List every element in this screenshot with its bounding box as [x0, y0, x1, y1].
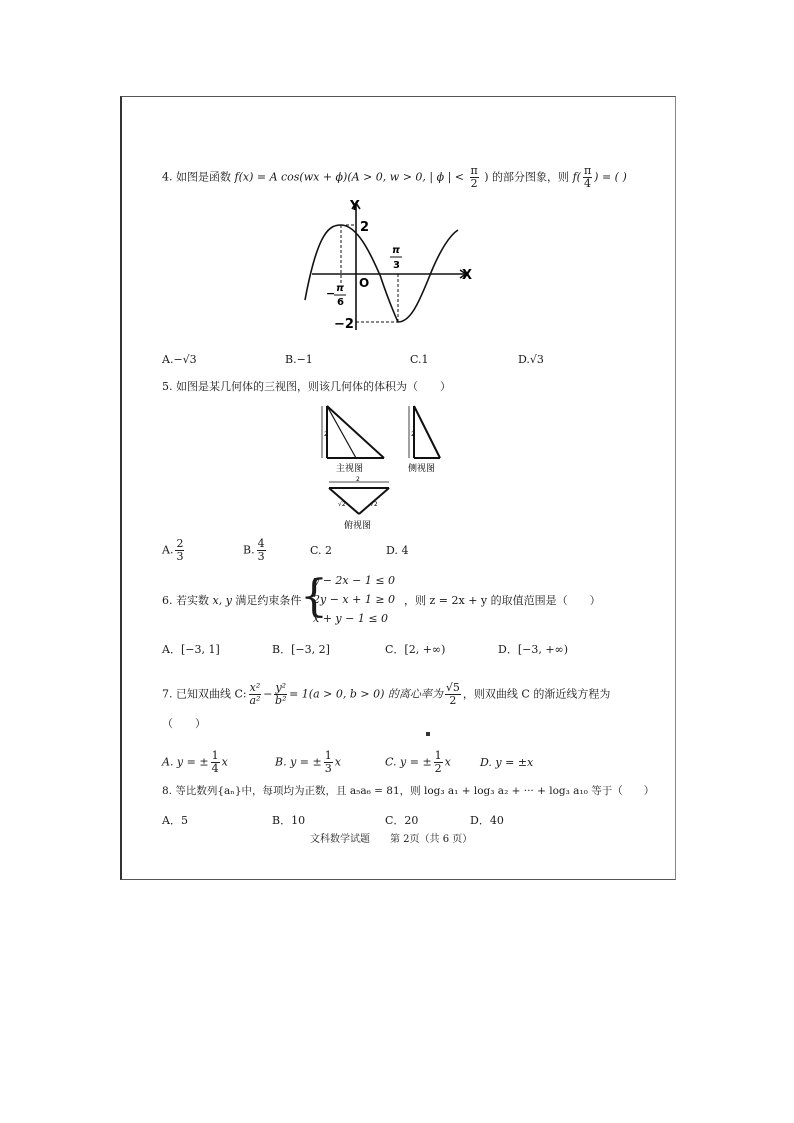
- q5-option-a-fraction: [175, 538, 184, 563]
- q7-c-x: x: [444, 755, 451, 769]
- tick-pi3-num: π: [392, 245, 400, 256]
- q5-option-d-value: 4: [401, 544, 409, 557]
- q8-stem: 8. 等比数列{aₙ}中，每项均为正数，且 a₅a₆ = 81，则 log₃ a₁ + log₃ a₂ + ··· + log₃ a₁₀ 等于（ ）: [162, 785, 655, 797]
- q7-c-num: 1: [434, 749, 442, 762]
- q6-stem-prefix: [162, 594, 301, 608]
- q7-y2: y²: [275, 681, 287, 694]
- q8-option-d: D．40: [470, 814, 504, 827]
- q4-f-open: f(: [572, 170, 581, 184]
- q7-condition: = 1(a > 0, b > 0) 的离心率为: [289, 687, 443, 701]
- q5-option-c: [310, 544, 332, 558]
- q5-option-b: [243, 538, 268, 563]
- front-hypotenuse: [327, 406, 384, 458]
- q7-b-frac: [324, 750, 333, 775]
- q7-a-frac: [211, 750, 220, 775]
- q4-bound-den: 2: [470, 177, 478, 190]
- ymax-label: 2: [360, 220, 370, 235]
- scan-speck: [426, 732, 430, 736]
- q7-a-den: 4: [211, 762, 219, 775]
- q7-a-x: x: [221, 755, 228, 769]
- tick-neg-sign: −: [326, 287, 336, 300]
- top-dim-sqrt2-left: √2: [338, 501, 346, 508]
- front-inner-line: [327, 406, 356, 458]
- q6-constraint-3: x + y − 1 ≤ 0: [313, 612, 389, 625]
- q5-stem: 5. 如图是某几何体的三视图，则该几何体的体积为（ ）: [162, 380, 451, 393]
- q7-suffix: ，则双曲线 C 的渐近线方程为: [462, 687, 611, 701]
- q6-option-d: D．[−3, +∞): [498, 643, 568, 656]
- q5-option-a: [162, 538, 186, 563]
- q6-prefix: 6. 若实数: [162, 594, 209, 607]
- q7-e-num: √5: [445, 681, 460, 694]
- q6-brace: {: [300, 571, 328, 622]
- q7-c-den: 2: [434, 762, 442, 775]
- front-view-label: 主视图: [336, 464, 364, 474]
- ymin-label: −2: [334, 317, 354, 332]
- front-dim-label: 2: [324, 431, 328, 438]
- q7-b-num: 1: [324, 749, 332, 762]
- q4-bound-num: π: [470, 164, 478, 177]
- q5-option-c-letter: C.: [310, 544, 322, 557]
- tick-pi3-den: 3: [393, 260, 400, 271]
- q6-mid: 满足约束条件: [235, 594, 302, 607]
- q7-b-pre: B. y = ±: [275, 755, 322, 769]
- q7-e-den: 2: [449, 694, 457, 707]
- q7-option-b: [275, 750, 341, 775]
- q7-a-pre: A. y = ±: [162, 755, 209, 769]
- q7-c-pre: C. y = ±: [385, 755, 432, 769]
- q7-prefix: 7. 已知双曲线 C:: [162, 687, 247, 701]
- q7-option-d: D. y = ±x: [480, 756, 534, 769]
- q7-option-a: [162, 750, 228, 775]
- q5-option-d: [386, 544, 408, 558]
- q8-option-b: B．10: [272, 814, 306, 827]
- q5-option-a-den: 3: [176, 550, 184, 563]
- q7-paren: （ ）: [162, 717, 206, 730]
- q4-pi4-num: π: [583, 164, 592, 177]
- q4-cosine-graph: [300, 195, 475, 335]
- q8-option-a: A．5: [162, 814, 188, 827]
- q6-constraint-2: 2y − x + 1 ≥ 0: [313, 593, 396, 606]
- q4-stem-prefix: 4. 如图是函数: [162, 170, 231, 184]
- q7-a-num: 1: [211, 749, 219, 762]
- page-footer: 文科数学试题 第 2页（共 6 页）: [310, 834, 473, 845]
- q4-function: f(x) = A cos(wx + ϕ)(A > 0, w > 0, | ϕ | <: [234, 170, 465, 184]
- q5-option-a-num: 2: [176, 537, 184, 550]
- q6-stem-suffix: ，则 z = 2x + y 的取值范围是（ ）: [404, 594, 601, 607]
- q4-option-a: A.−√3: [162, 353, 197, 366]
- q7-a2: a²: [249, 694, 261, 707]
- q5-option-b-den: 3: [257, 550, 265, 563]
- side-dim-label: 2: [411, 431, 415, 438]
- q5-three-views: [318, 400, 458, 535]
- q7-b-den: 3: [324, 762, 332, 775]
- q6-vars: x, y: [212, 594, 232, 607]
- q7-option-c: [385, 750, 451, 775]
- q4-option-b: B.−1: [285, 353, 313, 366]
- side-hypotenuse: [414, 406, 440, 458]
- q7-x-fraction: [249, 682, 262, 707]
- q5-option-a-letter: A.: [162, 543, 174, 557]
- q4-f-close: ) = ( ): [594, 170, 627, 184]
- q7-c-frac: [434, 750, 443, 775]
- q5-option-b-num: 4: [257, 537, 265, 550]
- top-dim-sqrt2-right: √2: [370, 501, 378, 508]
- q4-bound-fraction: [470, 165, 479, 190]
- q7-b2: b²: [275, 694, 287, 707]
- q6-option-a: A．[−3, 1]: [162, 643, 220, 656]
- q6-option-b: B．[−3, 2]: [272, 643, 330, 656]
- q4-stem: [162, 165, 627, 190]
- top-dim-label: 2: [356, 476, 360, 483]
- tick-pi6-num: π: [336, 283, 344, 294]
- q4-option-c: C.1: [410, 353, 429, 366]
- q6-option-c: C．[2, +∞): [385, 643, 446, 656]
- q4-pi4-den: 4: [584, 177, 592, 190]
- q4-pi4-fraction: [583, 165, 592, 190]
- q5-option-c-value: 2: [325, 544, 333, 557]
- q7-b-x: x: [334, 755, 341, 769]
- q4-stem-mid: ) 的部分图象，则: [484, 170, 570, 184]
- q7-minus: −: [263, 687, 273, 701]
- q7-x2: x²: [249, 681, 261, 694]
- y-axis-label: Y: [350, 199, 360, 214]
- q5-option-d-letter: D.: [386, 544, 398, 557]
- q7-y-fraction: [274, 682, 287, 707]
- origin-label: O: [359, 276, 370, 290]
- q4-option-d: D.√3: [518, 353, 544, 366]
- side-view-label: 侧视图: [408, 464, 436, 474]
- tick-pi6-den: 6: [337, 297, 344, 308]
- q7-stem: [162, 682, 610, 707]
- q8-option-c: C．20: [385, 814, 419, 827]
- q7-eccentricity: [445, 682, 461, 707]
- q5-option-b-fraction: [257, 538, 266, 563]
- top-view-label: 俯视图: [344, 521, 372, 531]
- x-axis-label: X: [462, 268, 473, 283]
- q5-option-b-letter: B.: [243, 543, 255, 557]
- q6-constraint-1: y − 2x − 1 ≤ 0: [313, 574, 396, 587]
